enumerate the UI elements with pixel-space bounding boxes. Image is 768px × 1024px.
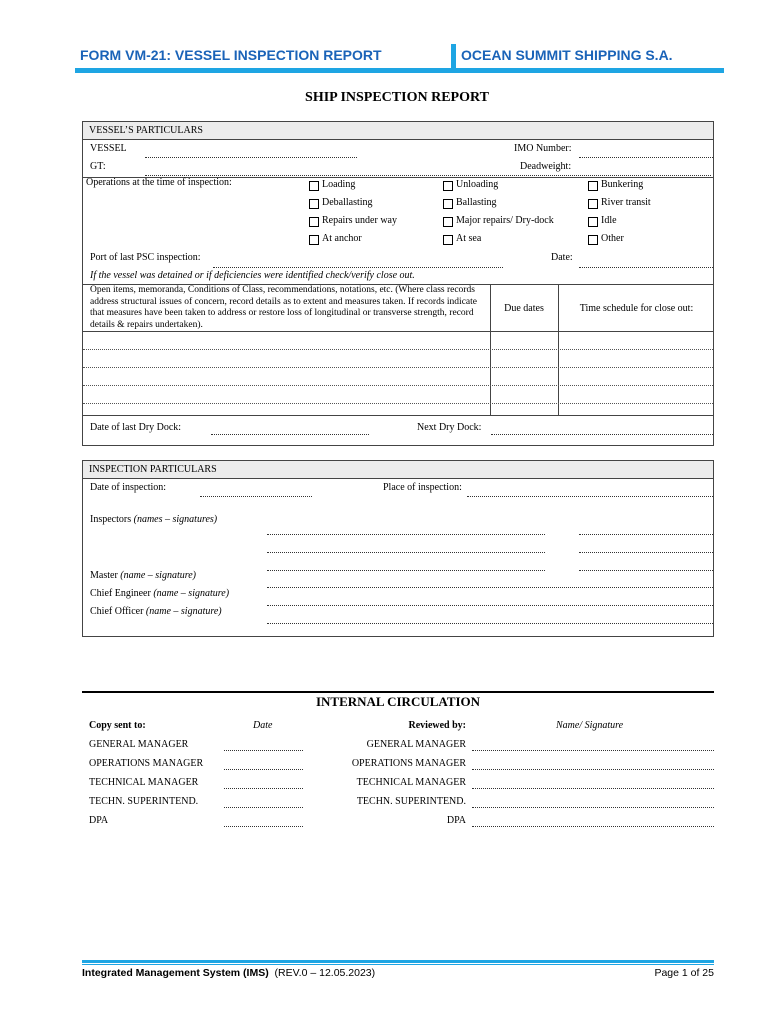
header-rule [75, 68, 724, 73]
footer-rule [82, 960, 714, 963]
name-signature-header: Name/ Signature [556, 720, 624, 731]
psc-field[interactable] [213, 267, 503, 268]
open-items-row[interactable] [83, 385, 713, 386]
circulation-title: INTERNAL CIRCULATION [315, 694, 481, 709]
master-field[interactable] [267, 587, 713, 588]
date-column-header: Date [253, 720, 273, 731]
open-items-row[interactable] [83, 349, 713, 350]
copy-sent-header: Copy sent to: [89, 720, 146, 731]
place-field[interactable] [467, 496, 713, 497]
next-drydock-field[interactable] [491, 434, 713, 435]
psc-date-field[interactable] [579, 267, 713, 268]
open-items-row[interactable] [83, 367, 713, 368]
detained-note: If the vessel was detained or if deficiencies were identified check/verify close out. [90, 270, 415, 281]
at-sea-label: At sea [456, 233, 482, 244]
copy-date-field[interactable] [224, 807, 303, 808]
idle-label: Idle [601, 215, 617, 226]
deadweight-label: Deadweight: [520, 161, 572, 172]
vessel-particulars-section [82, 121, 714, 446]
section-heading: VESSEL’S PARTICULARS [83, 122, 713, 140]
other-label: Other [601, 233, 624, 244]
deballasting-checkbox[interactable] [309, 199, 319, 209]
section-heading: INSPECTION PARTICULARS [83, 461, 713, 479]
copy-date-field[interactable] [224, 769, 303, 770]
gt-field[interactable] [145, 175, 711, 176]
copy-date-field[interactable] [224, 788, 303, 789]
circulation-rule [82, 691, 714, 693]
review-role-label: OPERATIONS MANAGER [351, 758, 466, 769]
inspection-particulars-section [82, 460, 714, 637]
footer-system: Integrated Management System (IMS) (REV.0 – 12.05.2023) [82, 967, 376, 979]
header-divider [451, 44, 456, 68]
bunkering-label: Bunkering [601, 179, 644, 190]
inspector-signature-field[interactable] [579, 570, 713, 571]
copy-role-label: GENERAL MANAGER [89, 739, 189, 750]
unloading-label: Unloading [456, 179, 499, 190]
due-dates-header: Due dates [504, 303, 544, 314]
at-sea-checkbox[interactable] [443, 235, 453, 245]
divider [83, 331, 713, 332]
time-schedule-header: Time schedule for close out: [579, 303, 694, 314]
operations-label: Operations at the time of inspection: [86, 177, 232, 188]
open-items-text: Open items, memoranda, Conditions of Class, recommendations, notations, etc. (Where class records address structural issues of concern, record details as to extent and measures taken. If records indicate that measures have been taken to address or restore loss of longitudinal or transverse strength, record details & repairs undertaken). [90, 285, 477, 330]
next-drydock-label: Next Dry Dock: [417, 422, 482, 433]
copy-date-field[interactable] [224, 826, 303, 827]
last-drydock-field[interactable] [211, 434, 369, 435]
copy-role-label: TECHNICAL MANAGER [89, 777, 199, 788]
reviewed-by-header: Reviewed by: [408, 720, 466, 731]
review-role-label: DPA [446, 815, 466, 826]
place-label: Place of inspection: [383, 482, 462, 493]
deballasting-label: Deballasting [322, 197, 373, 208]
copy-role-label: TECHN. SUPERINTEND. [89, 796, 199, 807]
at-anchor-label: At anchor [322, 233, 362, 244]
other-checkbox[interactable] [588, 235, 598, 245]
psc-label: Port of last PSC inspection: [90, 252, 201, 263]
last-drydock-label: Date of last Dry Dock: [90, 422, 182, 433]
form-title: FORM VM-21: VESSEL INSPECTION REPORT [80, 47, 382, 63]
inspector-name-field[interactable] [267, 534, 545, 535]
major-repairs-checkbox[interactable] [443, 217, 453, 227]
loading-checkbox[interactable] [309, 181, 319, 191]
inspectors-label: Inspectors (names – signatures) [90, 514, 218, 525]
copy-date-field[interactable] [224, 750, 303, 751]
review-signature-field[interactable] [472, 807, 714, 808]
copy-role-label: OPERATIONS MANAGER [89, 758, 204, 769]
review-signature-field[interactable] [472, 826, 714, 827]
review-role-label: GENERAL MANAGER [366, 739, 466, 750]
repairs-under-way-checkbox[interactable] [309, 217, 319, 227]
major-repairs-label: Major repairs/ Dry-dock [456, 215, 554, 226]
vessel-label: VESSEL [90, 143, 127, 154]
review-signature-field[interactable] [472, 769, 714, 770]
at-anchor-checkbox[interactable] [309, 235, 319, 245]
divider [83, 415, 713, 416]
chief-officer-field[interactable] [267, 623, 713, 624]
river-transit-checkbox[interactable] [588, 199, 598, 209]
inspection-date-label: Date of inspection: [90, 482, 167, 493]
review-signature-field[interactable] [472, 750, 714, 751]
gt-label: GT: [90, 161, 106, 172]
chief-engineer-field[interactable] [267, 605, 713, 606]
inspector-name-field[interactable] [267, 570, 545, 571]
company-name: OCEAN SUMMIT SHIPPING S.A. [461, 47, 673, 63]
loading-label: Loading [322, 179, 356, 190]
page-number: Page 1 of 25 [654, 967, 714, 979]
copy-role-label: DPA [89, 815, 109, 826]
unloading-checkbox[interactable] [443, 181, 453, 191]
inspector-signature-field[interactable] [579, 534, 713, 535]
vessel-field[interactable] [145, 157, 357, 158]
chief-engineer-label: Chief Engineer (name – signature) [90, 588, 230, 599]
idle-checkbox[interactable] [588, 217, 598, 227]
ballasting-label: Ballasting [456, 197, 497, 208]
review-role-label: TECHNICAL MANAGER [356, 777, 466, 788]
chief-officer-label: Chief Officer (name – signature) [90, 606, 222, 617]
document-title: SHIP INSPECTION REPORT [305, 90, 489, 105]
repairs-under-way-label: Repairs under way [322, 215, 397, 226]
bunkering-checkbox[interactable] [588, 181, 598, 191]
river-transit-label: River transit [601, 197, 651, 208]
footer-rule-thin [82, 964, 714, 965]
inspection-date-field[interactable] [200, 496, 312, 497]
inspector-signature-field[interactable] [579, 552, 713, 553]
psc-date-label: Date: [551, 252, 573, 263]
ballasting-checkbox[interactable] [443, 199, 453, 209]
imo-label: IMO Number: [514, 143, 572, 154]
imo-field[interactable] [579, 157, 713, 158]
review-signature-field[interactable] [472, 788, 714, 789]
master-label: Master (name – signature) [90, 570, 197, 581]
inspector-name-field[interactable] [267, 552, 545, 553]
open-items-row[interactable] [83, 403, 713, 404]
review-role-label: TECHN. SUPERINTEND. [356, 796, 466, 807]
